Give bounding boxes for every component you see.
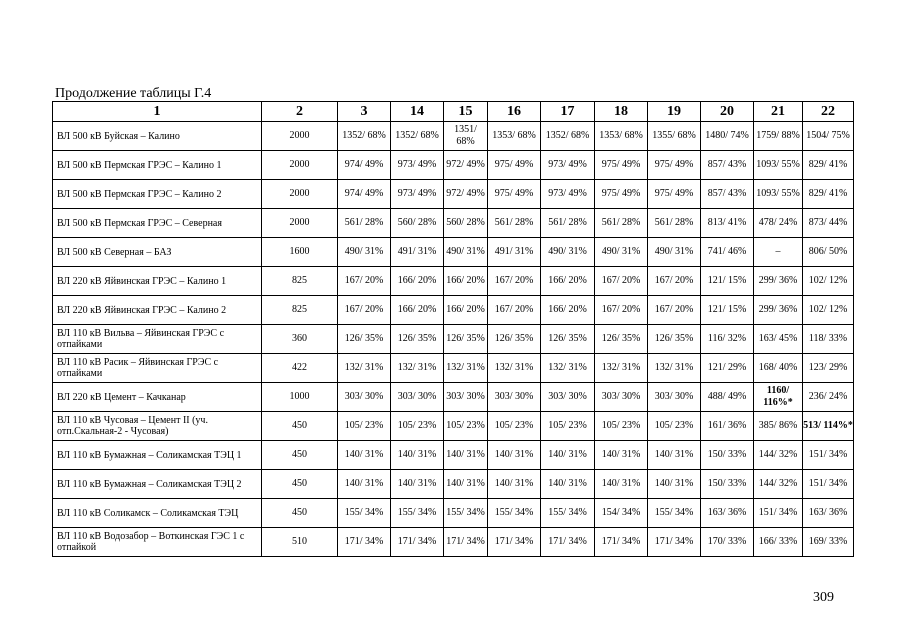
value-cell: 166/ 20% <box>391 267 444 296</box>
value-cell: 169/ 33% <box>803 528 854 557</box>
header-cell: 21 <box>754 102 803 122</box>
value-cell: 303/ 30% <box>541 383 595 412</box>
table-row <box>53 238 854 267</box>
value-cell: 123/ 29% <box>803 354 854 383</box>
value-cell: 121/ 29% <box>701 354 754 383</box>
value-cell: 126/ 35% <box>541 325 595 354</box>
value-cell: 825 <box>262 267 338 296</box>
header-cell: 2 <box>262 102 338 122</box>
header-cell: 16 <box>488 102 541 122</box>
line-name-cell: ВЛ 500 кВ Северная – БАЗ <box>53 238 262 267</box>
header-cell: 18 <box>595 102 648 122</box>
value-cell: 303/ 30% <box>444 383 488 412</box>
value-cell: 155/ 34% <box>648 499 701 528</box>
value-cell: 829/ 41% <box>803 151 854 180</box>
value-cell: 171/ 34% <box>338 528 391 557</box>
value-cell: 140/ 31% <box>391 470 444 499</box>
line-name-cell: ВЛ 220 кВ Цемент – Качканар <box>53 383 262 412</box>
value-cell: 1352/ 68% <box>541 122 595 151</box>
value-cell: 450 <box>262 412 338 441</box>
value-cell: 167/ 20% <box>595 267 648 296</box>
value-cell: 155/ 34% <box>488 499 541 528</box>
value-cell: 491/ 31% <box>391 238 444 267</box>
value-cell: 118/ 33% <box>803 325 854 354</box>
value-cell: 561/ 28% <box>488 209 541 238</box>
value-cell: 560/ 28% <box>444 209 488 238</box>
value-cell: 116/ 32% <box>701 325 754 354</box>
value-cell: 171/ 34% <box>391 528 444 557</box>
value-cell: 974/ 49% <box>338 151 391 180</box>
value-cell: 2000 <box>262 151 338 180</box>
value-cell: 873/ 44% <box>803 209 854 238</box>
value-cell: 975/ 49% <box>648 180 701 209</box>
value-cell: 132/ 31% <box>595 354 648 383</box>
value-cell: 151/ 34% <box>754 499 803 528</box>
value-cell: 1000 <box>262 383 338 412</box>
value-cell: 1353/ 68% <box>488 122 541 151</box>
value-cell: 975/ 49% <box>595 180 648 209</box>
value-cell: 1351/ 68% <box>444 122 488 151</box>
value-cell: 140/ 31% <box>444 441 488 470</box>
value-cell: 360 <box>262 325 338 354</box>
value-cell: 140/ 31% <box>541 470 595 499</box>
value-cell: 825 <box>262 296 338 325</box>
value-cell: 491/ 31% <box>488 238 541 267</box>
value-cell: 150/ 33% <box>701 441 754 470</box>
value-cell: – <box>754 238 803 267</box>
table-caption: Продолжение таблицы Г.4 <box>55 86 212 101</box>
value-cell: 488/ 49% <box>701 383 754 412</box>
value-cell: 561/ 28% <box>338 209 391 238</box>
value-cell: 105/ 23% <box>444 412 488 441</box>
value-cell: 561/ 28% <box>595 209 648 238</box>
value-cell: 140/ 31% <box>391 441 444 470</box>
table-row <box>53 122 854 151</box>
value-cell: 155/ 34% <box>444 499 488 528</box>
value-cell: 132/ 31% <box>444 354 488 383</box>
value-cell: 167/ 20% <box>488 296 541 325</box>
value-cell: 1093/ 55% <box>754 151 803 180</box>
value-cell: 132/ 31% <box>338 354 391 383</box>
line-name-cell: ВЛ 220 кВ Яйвинская ГРЭС – Калино 2 <box>53 296 262 325</box>
table-row <box>53 209 854 238</box>
value-cell: 741/ 46% <box>701 238 754 267</box>
value-cell: 167/ 20% <box>338 267 391 296</box>
table-row <box>53 470 854 499</box>
header-cell: 15 <box>444 102 488 122</box>
value-cell: 126/ 35% <box>595 325 648 354</box>
line-name-cell: ВЛ 110 кВ Бумажная – Соликамская ТЭЦ 1 <box>53 441 262 470</box>
value-cell: 171/ 34% <box>488 528 541 557</box>
value-cell: 140/ 31% <box>338 441 391 470</box>
value-cell: 490/ 31% <box>444 238 488 267</box>
value-cell: 102/ 12% <box>803 296 854 325</box>
value-cell: 163/ 45% <box>754 325 803 354</box>
value-cell: 166/ 20% <box>541 267 595 296</box>
value-cell: 140/ 31% <box>488 441 541 470</box>
table-row <box>53 412 854 441</box>
value-cell: 972/ 49% <box>444 180 488 209</box>
value-cell: 132/ 31% <box>391 354 444 383</box>
value-cell: 973/ 49% <box>391 151 444 180</box>
value-cell: 1355/ 68% <box>648 122 701 151</box>
value-cell: 973/ 49% <box>391 180 444 209</box>
value-cell: 166/ 20% <box>391 296 444 325</box>
value-cell: 102/ 12% <box>803 267 854 296</box>
value-cell: 560/ 28% <box>391 209 444 238</box>
value-cell: 490/ 31% <box>541 238 595 267</box>
value-cell: 813/ 41% <box>701 209 754 238</box>
value-cell: 140/ 31% <box>338 470 391 499</box>
value-cell: 478/ 24% <box>754 209 803 238</box>
header-cell: 17 <box>541 102 595 122</box>
value-cell: 126/ 35% <box>648 325 701 354</box>
line-name-cell: ВЛ 500 кВ Пермская ГРЭС – Калино 2 <box>53 180 262 209</box>
table-row <box>53 296 854 325</box>
value-cell: 126/ 35% <box>444 325 488 354</box>
value-cell: 132/ 31% <box>488 354 541 383</box>
value-cell: 510 <box>262 528 338 557</box>
value-cell: 1353/ 68% <box>595 122 648 151</box>
value-cell: 2000 <box>262 180 338 209</box>
value-cell: 105/ 23% <box>648 412 701 441</box>
value-cell: 171/ 34% <box>444 528 488 557</box>
value-cell: 1480/ 74% <box>701 122 754 151</box>
value-cell: 2000 <box>262 209 338 238</box>
line-name-cell: ВЛ 110 кВ Соликамск – Соликамская ТЭЦ <box>53 499 262 528</box>
line-name-cell: ВЛ 110 кВ Водозабор – Воткинская ГЭС 1 с отпайкой <box>53 528 262 557</box>
value-cell: 972/ 49% <box>444 151 488 180</box>
table-row <box>53 151 854 180</box>
table-row <box>53 441 854 470</box>
value-cell: 163/ 36% <box>701 499 754 528</box>
value-cell: 490/ 31% <box>648 238 701 267</box>
value-cell: 105/ 23% <box>391 412 444 441</box>
value-cell: 857/ 43% <box>701 180 754 209</box>
value-cell: 1352/ 68% <box>338 122 391 151</box>
value-cell: 167/ 20% <box>338 296 391 325</box>
line-name-cell: ВЛ 500 кВ Буйская – Калино <box>53 122 262 151</box>
value-cell: 140/ 31% <box>648 441 701 470</box>
value-cell: 806/ 50% <box>803 238 854 267</box>
value-cell: 974/ 49% <box>338 180 391 209</box>
value-cell: 166/ 20% <box>444 296 488 325</box>
value-cell: 975/ 49% <box>488 180 541 209</box>
header-cell: 19 <box>648 102 701 122</box>
value-cell: 155/ 34% <box>391 499 444 528</box>
value-cell: 126/ 35% <box>338 325 391 354</box>
value-cell: 167/ 20% <box>648 267 701 296</box>
value-cell: 126/ 35% <box>391 325 444 354</box>
value-cell: 171/ 34% <box>541 528 595 557</box>
value-cell: 105/ 23% <box>338 412 391 441</box>
table-row <box>53 325 854 354</box>
table-row <box>53 499 854 528</box>
value-cell: 151/ 34% <box>803 441 854 470</box>
value-cell: 2000 <box>262 122 338 151</box>
value-cell: 829/ 41% <box>803 180 854 209</box>
value-cell: 303/ 30% <box>488 383 541 412</box>
value-cell: 150/ 33% <box>701 470 754 499</box>
value-cell: 140/ 31% <box>648 470 701 499</box>
value-cell: 155/ 34% <box>338 499 391 528</box>
value-cell: 132/ 31% <box>541 354 595 383</box>
data-table <box>52 101 854 557</box>
value-cell: 857/ 43% <box>701 151 754 180</box>
value-cell: 299/ 36% <box>754 296 803 325</box>
table-row <box>53 354 854 383</box>
value-cell: 166/ 20% <box>444 267 488 296</box>
header-cell: 3 <box>338 102 391 122</box>
value-cell: 121/ 15% <box>701 296 754 325</box>
value-cell: 140/ 31% <box>541 441 595 470</box>
value-cell: 105/ 23% <box>541 412 595 441</box>
value-cell: 154/ 34% <box>595 499 648 528</box>
value-cell: 385/ 86% <box>754 412 803 441</box>
value-cell: 105/ 23% <box>488 412 541 441</box>
table-row <box>53 528 854 557</box>
value-cell: 121/ 15% <box>701 267 754 296</box>
value-cell: 490/ 31% <box>338 238 391 267</box>
value-cell: 561/ 28% <box>541 209 595 238</box>
value-cell: 167/ 20% <box>488 267 541 296</box>
value-cell: 126/ 35% <box>488 325 541 354</box>
value-cell: 1160/ 116%* <box>754 383 803 412</box>
value-cell: 170/ 33% <box>701 528 754 557</box>
value-cell: 490/ 31% <box>595 238 648 267</box>
table-row <box>53 180 854 209</box>
value-cell: 167/ 20% <box>595 296 648 325</box>
value-cell: 1093/ 55% <box>754 180 803 209</box>
value-cell: 151/ 34% <box>803 470 854 499</box>
value-cell: 973/ 49% <box>541 151 595 180</box>
line-name-cell: ВЛ 220 кВ Яйвинская ГРЭС – Калино 1 <box>53 267 262 296</box>
header-cell: 1 <box>53 102 262 122</box>
value-cell: 513/ 114%* <box>803 412 854 441</box>
value-cell: 422 <box>262 354 338 383</box>
value-cell: 975/ 49% <box>595 151 648 180</box>
value-cell: 561/ 28% <box>648 209 701 238</box>
value-cell: 144/ 32% <box>754 470 803 499</box>
header-row <box>53 102 854 122</box>
value-cell: 166/ 33% <box>754 528 803 557</box>
value-cell: 144/ 32% <box>754 441 803 470</box>
value-cell: 303/ 30% <box>595 383 648 412</box>
value-cell: 303/ 30% <box>391 383 444 412</box>
value-cell: 1504/ 75% <box>803 122 854 151</box>
value-cell: 161/ 36% <box>701 412 754 441</box>
value-cell: 171/ 34% <box>595 528 648 557</box>
value-cell: 140/ 31% <box>488 470 541 499</box>
value-cell: 450 <box>262 441 338 470</box>
value-cell: 167/ 20% <box>648 296 701 325</box>
value-cell: 450 <box>262 499 338 528</box>
page-number: 309 <box>813 590 834 605</box>
line-name-cell: ВЛ 110 кВ Чусовая – Цемент II (уч. отп.Скальная-2 - Чусовая) <box>53 412 262 441</box>
value-cell: 1600 <box>262 238 338 267</box>
line-name-cell: ВЛ 500 кВ Пермская ГРЭС – Северная <box>53 209 262 238</box>
value-cell: 171/ 34% <box>648 528 701 557</box>
value-cell: 236/ 24% <box>803 383 854 412</box>
value-cell: 132/ 31% <box>648 354 701 383</box>
value-cell: 155/ 34% <box>541 499 595 528</box>
line-name-cell: ВЛ 110 кВ Вильва – Яйвинская ГРЭС с отпайками <box>53 325 262 354</box>
value-cell: 166/ 20% <box>541 296 595 325</box>
value-cell: 303/ 30% <box>338 383 391 412</box>
value-cell: 450 <box>262 470 338 499</box>
value-cell: 975/ 49% <box>648 151 701 180</box>
value-cell: 973/ 49% <box>541 180 595 209</box>
header-cell: 20 <box>701 102 754 122</box>
value-cell: 303/ 30% <box>648 383 701 412</box>
value-cell: 1759/ 88% <box>754 122 803 151</box>
value-cell: 163/ 36% <box>803 499 854 528</box>
value-cell: 975/ 49% <box>488 151 541 180</box>
line-name-cell: ВЛ 110 кВ Расик – Яйвинская ГРЭС с отпайками <box>53 354 262 383</box>
header-cell: 22 <box>803 102 854 122</box>
value-cell: 140/ 31% <box>444 470 488 499</box>
value-cell: 105/ 23% <box>595 412 648 441</box>
table-row <box>53 383 854 412</box>
value-cell: 140/ 31% <box>595 470 648 499</box>
value-cell: 299/ 36% <box>754 267 803 296</box>
value-cell: 140/ 31% <box>595 441 648 470</box>
value-cell: 168/ 40% <box>754 354 803 383</box>
header-cell: 14 <box>391 102 444 122</box>
table-row <box>53 267 854 296</box>
line-name-cell: ВЛ 500 кВ Пермская ГРЭС – Калино 1 <box>53 151 262 180</box>
line-name-cell: ВЛ 110 кВ Бумажная – Соликамская ТЭЦ 2 <box>53 470 262 499</box>
value-cell: 1352/ 68% <box>391 122 444 151</box>
